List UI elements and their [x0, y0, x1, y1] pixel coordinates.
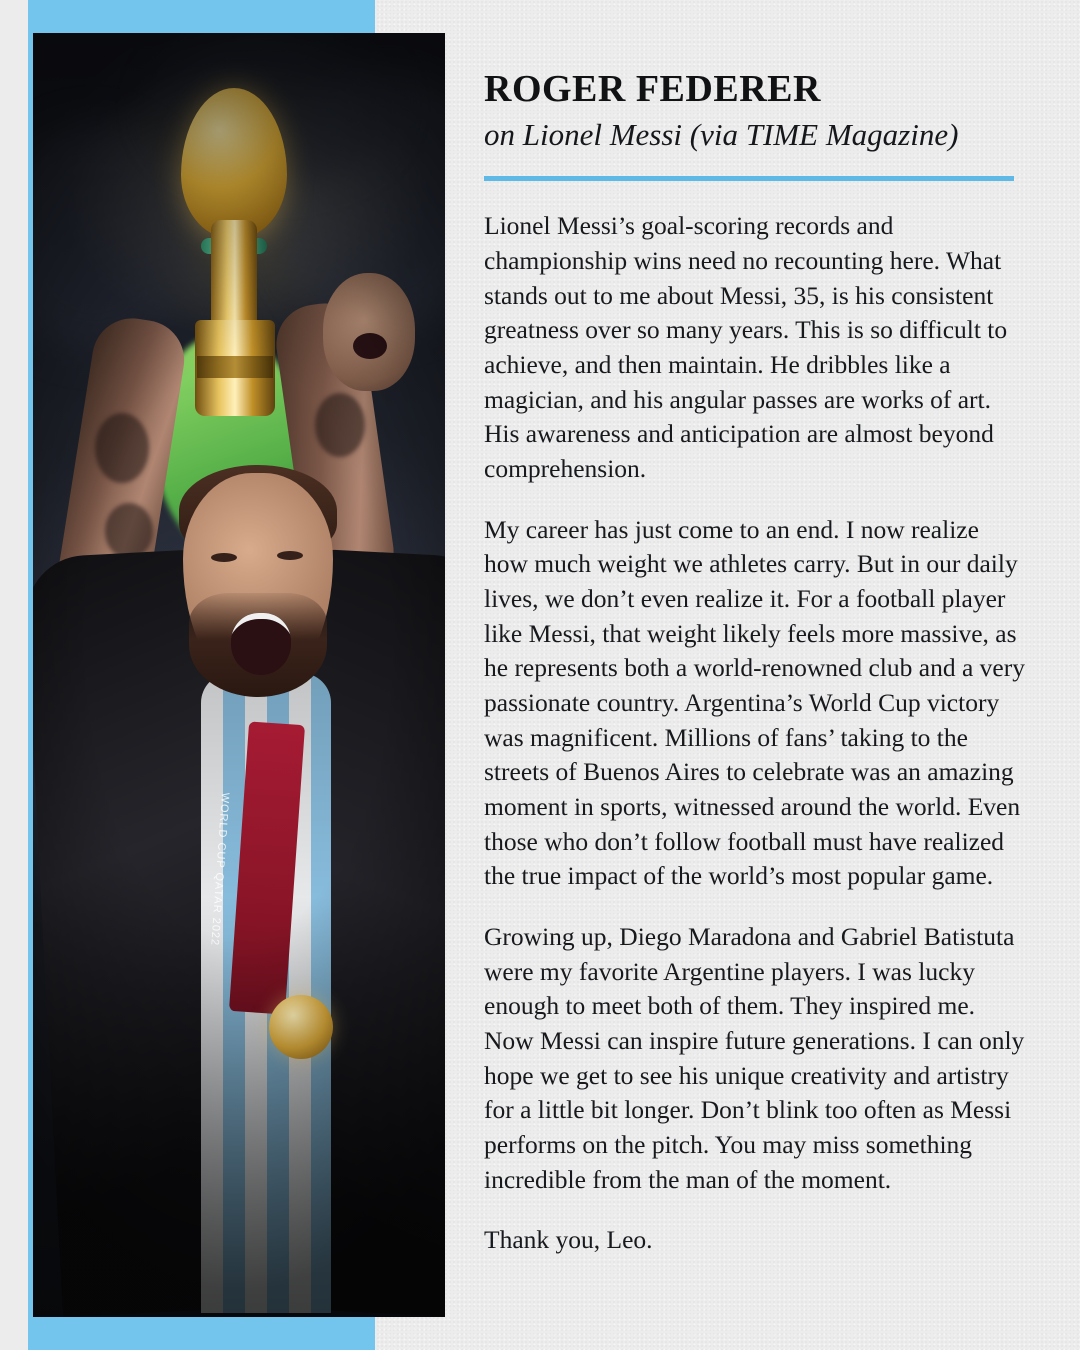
- quote-signoff: Thank you, Leo.: [484, 1225, 653, 1255]
- author-attribution: on Lionel Messi (via TIME Magazine): [484, 116, 959, 152]
- accent-divider: [484, 176, 1014, 181]
- quote-paragraph: My career has just come to an end. I now realize how much weight we athletes carry. But in our daily lives, we don’t even realize it. For a football player like Messi, that weight likely feels more massive, as he represents both a world-renowned club and a very passionate country. Argentina’s World Cup victory was magnificent. Millions of fans’ taking to the streets of Buenos Aires to celebrate was an amazing moment in sports, witnessed around the world. Even those who don’t follow football must have realized the true impact of the world’s most popular game.: [484, 514, 1025, 891]
- quote-content: [484, 68, 1029, 1258]
- quote-paragraph: Growing up, Diego Maradona and Gabriel Batistuta were my favorite Argentine players. I was lucky enough to meet both of them. They inspired me. Now Messi can inspire future generations. I can only hope we get to see his unique creativity and artistry for a little bit longer. Don’t blink too often as Messi performs on the pitch. You may miss something incredible from the man of the moment.: [484, 921, 1025, 1194]
- photo-vignette: [33, 33, 445, 1317]
- quote-paragraph: Lionel Messi’s goal-scoring records and championship wins need no recounting here. What stands out to me about Messi, 35, is his consistent greatness over so many years. This is so difficult to achieve, and then maintain. He dribbles like a magician, and his angular passes are works of art. His awareness and anticipation are almost beyond comprehension.: [484, 211, 1008, 483]
- blue-accent-band-notch: [0, 0, 28, 1350]
- author-name: ROGER FEDERER: [484, 68, 821, 110]
- quote-body: [484, 209, 1029, 1258]
- photo-background: [33, 33, 445, 1317]
- hero-photo: [33, 33, 445, 1317]
